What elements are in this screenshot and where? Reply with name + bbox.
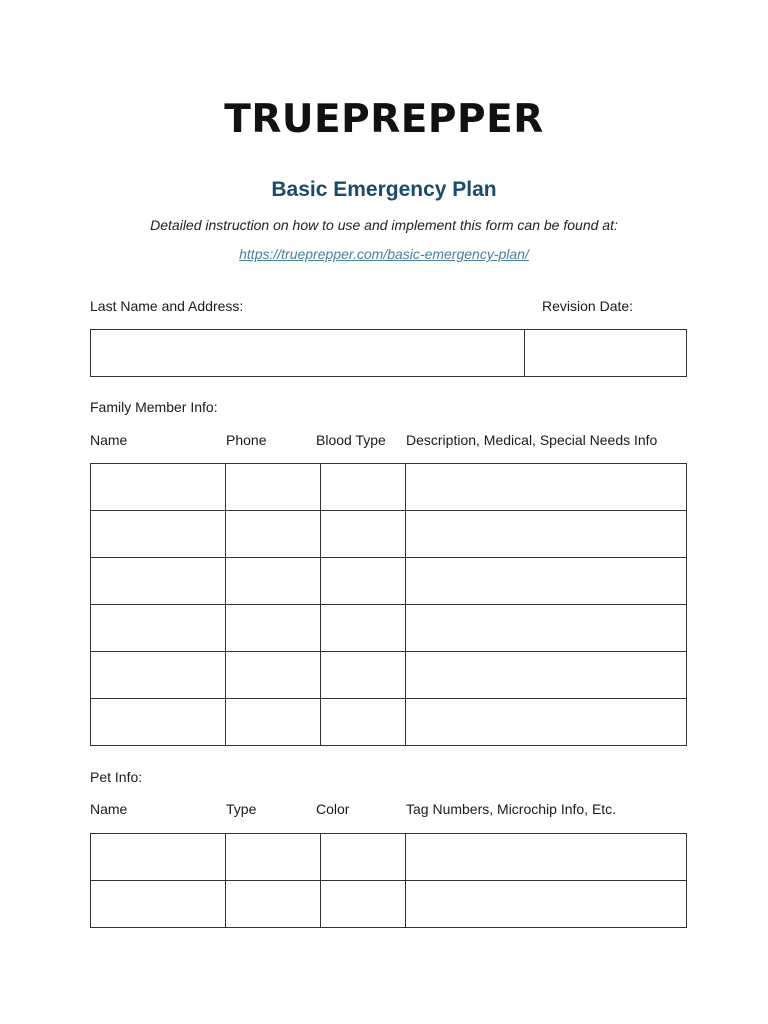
family-description-cell[interactable] [406, 699, 687, 746]
family-phone-cell[interactable] [226, 511, 321, 558]
family-col-description-header: Description, Medical, Special Needs Info [406, 432, 658, 448]
family-row [91, 558, 687, 605]
pet-info-label: Pet Info: [90, 769, 143, 785]
family-member-table [90, 463, 687, 746]
family-name-cell[interactable] [91, 652, 226, 699]
pet-col-type-header: Type [226, 801, 257, 817]
household-row [91, 330, 687, 377]
instruction-link-row [0, 244, 768, 264]
family-member-info-label: Family Member Info: [90, 399, 218, 415]
pet-row [91, 881, 687, 928]
family-blood-type-cell[interactable] [321, 699, 406, 746]
instruction-link[interactable]: https://trueprepper.com/basic-emergency-plan/ [239, 246, 529, 262]
pet-color-cell[interactable] [321, 834, 406, 881]
family-description-cell[interactable] [406, 558, 687, 605]
page-title: Basic Emergency Plan [271, 178, 497, 201]
family-row [91, 652, 687, 699]
family-col-name-header: Name [90, 432, 128, 448]
family-blood-type-cell[interactable] [321, 558, 406, 605]
last-name-address-field[interactable] [91, 330, 525, 377]
pet-type-cell[interactable] [226, 881, 321, 928]
pet-tag-cell[interactable] [406, 834, 687, 881]
pet-name-cell[interactable] [91, 834, 226, 881]
family-name-cell[interactable] [91, 511, 226, 558]
revision-date-label: Revision Date: [542, 298, 634, 314]
family-row [91, 511, 687, 558]
family-description-cell[interactable] [406, 605, 687, 652]
family-description-cell[interactable] [406, 652, 687, 699]
pet-info-table [90, 833, 687, 928]
pet-tag-cell[interactable] [406, 881, 687, 928]
family-blood-type-cell[interactable] [321, 605, 406, 652]
family-phone-cell[interactable] [226, 605, 321, 652]
family-phone-cell[interactable] [226, 699, 321, 746]
family-blood-type-cell[interactable] [321, 511, 406, 558]
instruction-text: Detailed instruction on how to use and implement this form can be found at: [150, 217, 618, 233]
revision-date-field[interactable] [525, 330, 687, 377]
family-row [91, 605, 687, 652]
family-col-phone-header: Phone [226, 432, 267, 448]
family-phone-cell[interactable] [226, 558, 321, 605]
family-name-cell[interactable] [91, 699, 226, 746]
household-table [90, 329, 687, 377]
pet-col-color-header: Color [316, 801, 350, 817]
family-name-cell[interactable] [91, 558, 226, 605]
pet-color-cell[interactable] [321, 881, 406, 928]
pet-row [91, 834, 687, 881]
family-phone-cell[interactable] [226, 464, 321, 511]
trueprepper-logo: TRUEPREPPER [224, 97, 544, 142]
family-description-cell[interactable] [406, 511, 687, 558]
family-name-cell[interactable] [91, 605, 226, 652]
family-phone-cell[interactable] [226, 652, 321, 699]
last-name-address-label: Last Name and Address: [90, 298, 244, 314]
family-description-cell[interactable] [406, 464, 687, 511]
family-row [91, 464, 687, 511]
pet-type-cell[interactable] [226, 834, 321, 881]
family-blood-type-cell[interactable] [321, 652, 406, 699]
family-col-blood-type-header: Blood Type [316, 432, 386, 448]
pet-name-cell[interactable] [91, 881, 226, 928]
family-blood-type-cell[interactable] [321, 464, 406, 511]
family-row [91, 699, 687, 746]
family-name-cell[interactable] [91, 464, 226, 511]
pet-col-tag-header: Tag Numbers, Microchip Info, Etc. [406, 801, 617, 817]
pet-col-name-header: Name [90, 801, 128, 817]
